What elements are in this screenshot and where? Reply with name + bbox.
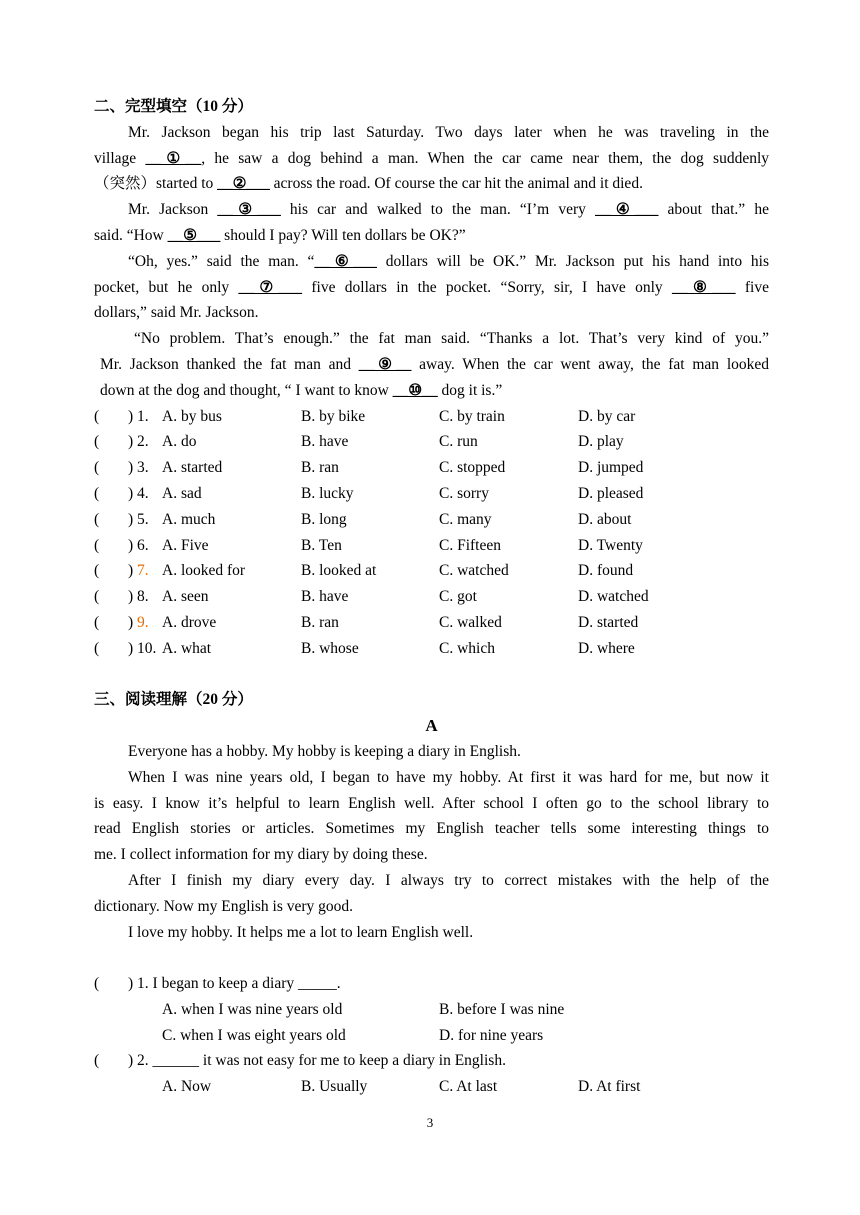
reading-heading: 三、阅读理解（20 分） <box>94 691 253 709</box>
cloze-line: “No problem. That’s enough.” the fat man said. “Thanks a lot. That’s very kind of you.” <box>134 330 769 348</box>
reading-line: When I was nine years old, I began to have my hobby. At first it was hard for me, but now it <box>128 768 769 786</box>
reading-line: me. I collect information for my diary by doing these. <box>94 846 428 864</box>
reading-line: is easy. I know it’s helpful to learn English well. After school I often go to the school library to <box>94 794 769 812</box>
blank-8: __⑧___ <box>672 278 736 296</box>
question-row: ( ) 8. A. seen B. have C. got D. watched <box>94 588 649 606</box>
highlighted-number: 7. <box>137 562 149 580</box>
question-row: ( ) 1. A. by bus B. by bike C. by train D. by car <box>94 407 636 425</box>
question-row: ( ) 5. A. much B. long C. many D. about <box>94 510 632 528</box>
document-page <box>94 94 769 1100</box>
reading-line: I love my hobby. It helps me a lot to learn English well. <box>128 923 474 941</box>
cloze-line: “Oh, yes.” said the man. “__⑥___ dollars will be OK.” Mr. Jackson put his hand into his <box>128 252 769 270</box>
option-row: A. when I was nine years old B. before I was nine <box>162 1000 565 1018</box>
cloze-line: Mr. Jackson began his trip last Saturday. Two days later when he was traveling in the <box>128 123 769 141</box>
reading-line: Everyone has a hobby. My hobby is keeping a diary in English. <box>128 742 521 760</box>
blank-9: __⑨__ <box>358 355 412 373</box>
option-row: C. when I was eight years old D. for nine years <box>162 1026 544 1044</box>
question-row: ( ) 9. A. drove B. ran C. walked D. started <box>94 613 639 631</box>
cloze-line: dollars,” said Mr. Jackson. <box>94 304 259 322</box>
passage-label: A <box>425 716 438 736</box>
cloze-questions <box>94 404 769 662</box>
option-row: A. Now B. Usually C. At last D. At first <box>162 1078 641 1096</box>
reading-question: ( ) 2. ______ it was not easy for me to keep a diary in English. <box>94 1052 506 1070</box>
blank-6: __⑥___ <box>314 252 377 270</box>
question-row: ( ) 3. A. started B. ran C. stopped D. jumped <box>94 459 644 477</box>
cloze-line: said. “How __⑤___ should I pay? Will ten dollars be OK?” <box>94 226 466 244</box>
question-row: ( ) 4. A. sad B. lucky C. sorry D. pleased <box>94 484 644 502</box>
cloze-line: down at the dog and thought, “ I want to know __⑩__ dog it is.” <box>100 381 503 399</box>
cloze-line: Mr. Jackson __③___ his car and walked to the man. “I’m very __④___ about that.” he <box>128 201 769 219</box>
cloze-line: pocket, but he only __⑦___ five dollars in the pocket. “Sorry, sir, I have only __⑧___ five <box>94 278 769 296</box>
cloze-heading: 二、完型填空（10 分） <box>94 98 253 115</box>
cloze-line: village __①__, he saw a dog behind a man. When the car came near them, the dog suddenly <box>94 149 770 167</box>
blank-10: __⑩__ <box>392 381 438 399</box>
blank-5: __⑤___ <box>167 226 221 244</box>
reading-line: After I finish my diary every day. I always try to correct mistakes with the help of the <box>128 871 769 889</box>
question-row: ( ) 7. A. looked for B. looked at C. watched D. found <box>94 562 634 580</box>
blank-4: __④___ <box>595 201 659 219</box>
reading-question: ( ) 1. I began to keep a diary _____. <box>94 975 341 993</box>
blank-7: __⑦___ <box>238 278 303 296</box>
question-row: ( ) 6. A. Five B. Ten C. Fifteen D. Twenty <box>94 536 643 554</box>
cloze-line: Mr. Jackson thanked the fat man and __⑨__ away. When the car went away, the fat man looked <box>100 355 770 373</box>
blank-1: __①__ <box>145 149 202 167</box>
question-row: ( ) 2. A. do B. have C. run D. play <box>94 433 624 451</box>
blank-3: __③___ <box>217 201 281 219</box>
page-number: 3 <box>426 1115 434 1130</box>
reading-line: dictionary. Now my English is very good. <box>94 897 354 915</box>
highlighted-number: 9. <box>137 613 149 631</box>
cloze-line: （突然）started to __②___ across the road. Of course the car hit the animal and it died. <box>94 175 643 193</box>
question-row: ( ) 10. A. what B. whose C. which D. where <box>94 639 635 657</box>
reading-line: read English stories or articles. Sometimes my English teacher tells some interesting things to <box>94 820 769 838</box>
blank-2: __②___ <box>217 175 270 193</box>
